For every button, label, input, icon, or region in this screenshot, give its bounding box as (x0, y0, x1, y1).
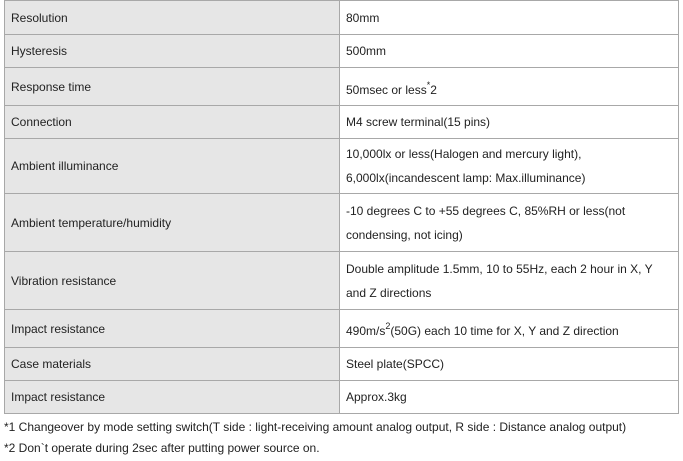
spec-value-line: 10,000lx or less(Halogen and mercury light), (346, 147, 582, 161)
spec-label: Ambient temperature/humidity (5, 194, 340, 252)
spec-label: Resolution (5, 1, 340, 35)
spec-value-line: condensing, not icing) (346, 227, 463, 242)
spec-value (340, 35, 679, 68)
footnotes (4, 417, 626, 459)
footnote: *1 Changeover by mode setting switch(T side : light-receiving amount analog output, R side : Distance analog output) (4, 420, 627, 434)
table-row (5, 348, 679, 381)
table-row (5, 106, 679, 139)
spec-value (340, 310, 679, 348)
table-row (5, 252, 679, 310)
specification-table (4, 0, 679, 414)
spec-value-line: 80mm (346, 10, 380, 25)
spec-value-line: 6,000lx(incandescent lamp: Max.illuminance) (346, 171, 586, 185)
footnote-number: 2 (430, 82, 437, 97)
spec-label: Response time (5, 68, 340, 106)
spec-label: Ambient illuminance (5, 139, 340, 194)
spec-value (340, 139, 679, 194)
spec-value-line: Double amplitude 1.5mm, 10 to 55Hz, each 2 hour in X, Y (346, 261, 653, 276)
spec-value-line: M4 screw terminal(15 pins) (346, 115, 491, 129)
table-row (5, 1, 679, 35)
spec-value-line: Approx.3kg (346, 390, 407, 404)
spec-value-line: Steel plate(SPCC) (346, 357, 445, 371)
spec-label: Vibration resistance (5, 252, 340, 310)
spec-value (340, 1, 679, 35)
spec-label: Hysteresis (5, 35, 340, 68)
spec-value (340, 348, 679, 381)
spec-value (340, 68, 679, 106)
table-row (5, 35, 679, 68)
spec-value-text: 50msec or less (346, 82, 427, 97)
table-row (5, 68, 679, 106)
table-row (5, 194, 679, 252)
footnote: *2 Don`t operate during 2sec after putting power source on. (4, 441, 320, 455)
table-row (5, 381, 679, 414)
spec-value-line: and Z directions (346, 285, 432, 300)
spec-value-line: -10 degrees C to +55 degrees C, 85%RH or less(not (346, 203, 626, 218)
table-row (5, 139, 679, 194)
spec-label: Connection (5, 106, 340, 139)
spec-value (340, 252, 679, 310)
spec-value (340, 106, 679, 139)
spec-value (340, 194, 679, 252)
spec-value (340, 381, 679, 414)
spec-label: Case materials (5, 348, 340, 381)
footnote-marker: * (426, 79, 431, 90)
table-row (5, 310, 679, 348)
spec-value-text: (50G) each 10 time for X, Y and Z direction (390, 323, 619, 338)
spec-value-text: 490m/s (346, 323, 386, 338)
spec-label: Impact resistance (5, 310, 340, 348)
spec-label: Impact resistance (5, 381, 340, 414)
spec-value-line: 500mm (346, 44, 387, 58)
superscript: 2 (385, 320, 391, 331)
